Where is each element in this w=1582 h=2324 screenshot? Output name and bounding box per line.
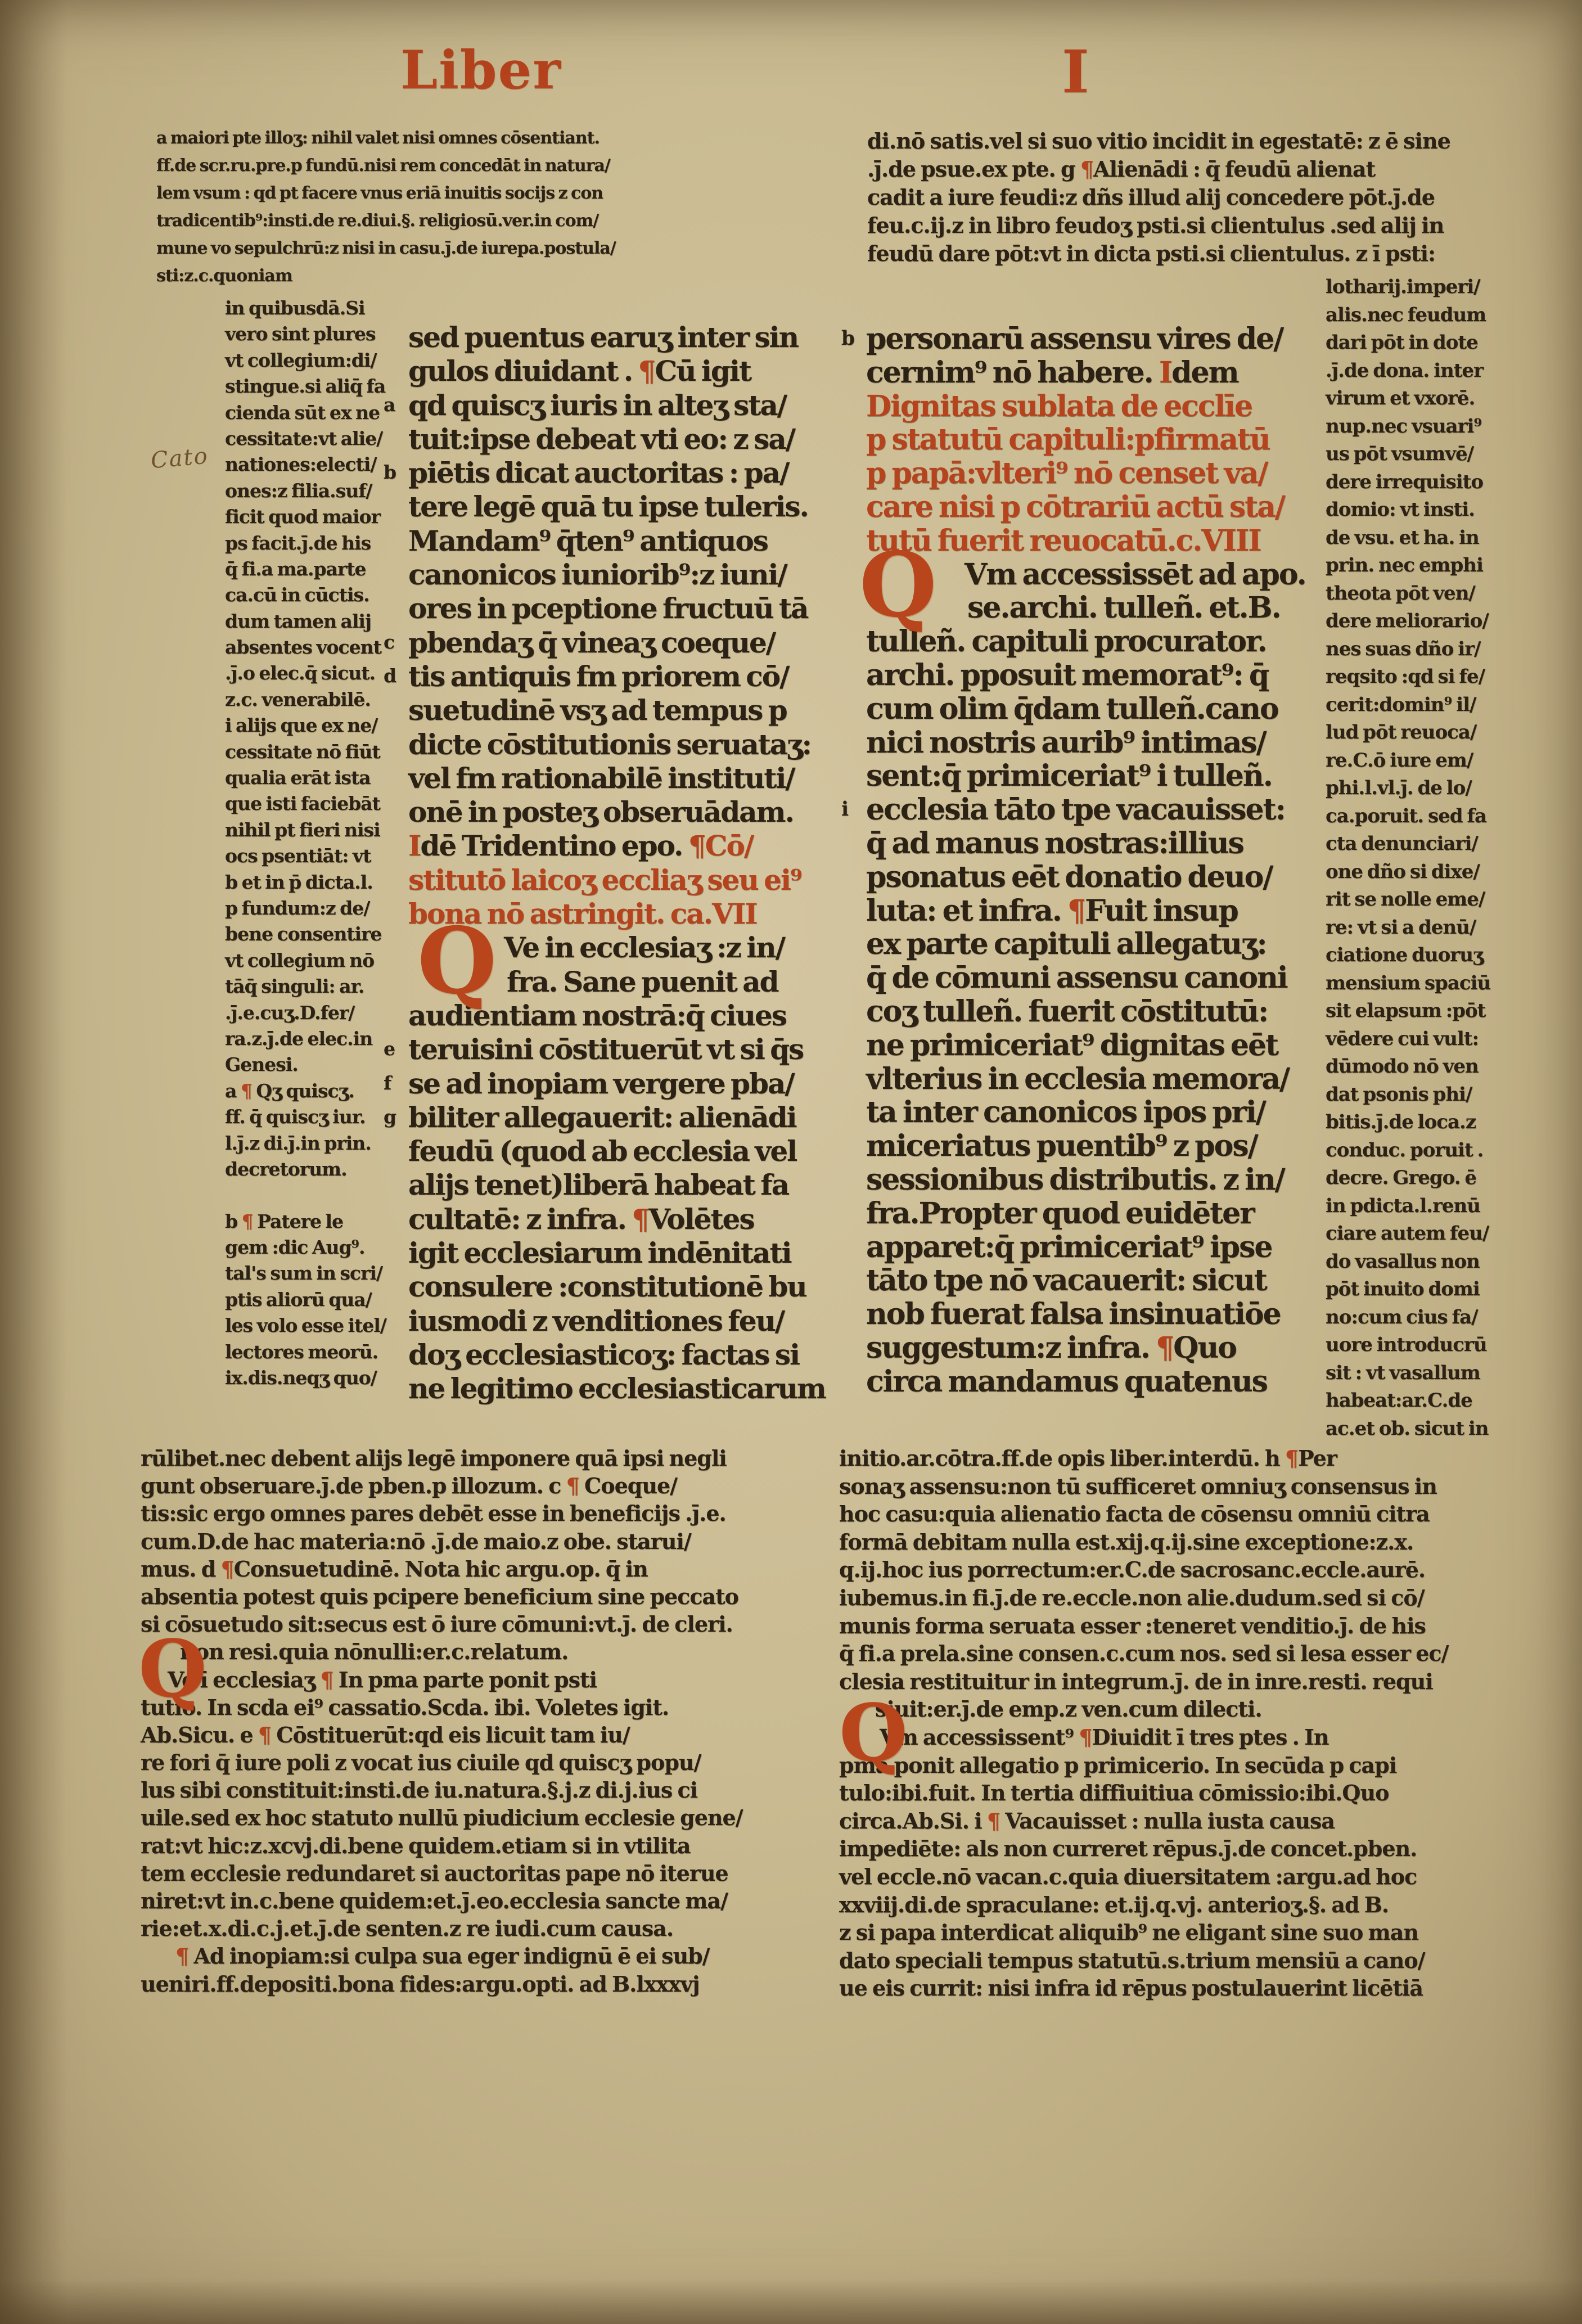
drop-cap-initial: Q	[417, 908, 497, 1015]
page-edge-shadow-left	[0, 0, 67, 2324]
left-margin-gloss-column: in quibusdā.Si vero sint plures vt collegium:di/ stingue.si aliq̄ fa cienda sūt ex ne cessitate:vt alie/ nationes:electi/ ones:z filia.suf/ ficit quod maior ps facit.j̄.de his q̄ fi.a ma.parte ca.cū in cūctis. dum tamen alij absentes vocent .j̄.o elec.q̄ sicut. z.c. venerabilē. i alijs que ex ne/ cessitate nō fiūt qualia erāt ista que isti faciebāt nihil pt fieri nisi ocs psentiāt: vt b et in p̄ dicta.l. p fundum:z de/ bene consentire vt collegium nō tāq̄ singuli: ar. .j̄.e.cuʒ.D.fer/ ra.z.j̄.de elec.in Genesi. a ¶ Qʒ quiscʒ. ff. q̄ quiscʒ iur. l.j̄.z di.j̄.in prin. decretorum. b ¶ Patere le gem :dic Aug⁹. tal's sum in scri/ ptis aliorū qua/ les volo esse itel/ lectores meorū. ix.dis.neqʒ quo/	[225, 297, 386, 1389]
main-text-column-right: b personarū assensu vires de/ cernim⁹ nō habere. Idem Dignitas sublata de ecclīe p statutū capituli:pfirmatū p papā:vlteri⁹ nō censet va/ care nisi p cōtrariū actū sta/ tutū fuerit reuocatū.c.VIII Vm accessissēt ad apo. se.archi. tulleñ. et.B. tulleñ. capituli procurator. archi. pposuit memorat⁹: q̄ cum olim q̄dam tulleñ.cano nici nostris aurib⁹ intimas/ sent:q̄ primiceriat⁹ i tulleñ. i ecclesia tāto tpe vacauisset: q̄ ad manus nostras:illius psonatus eēt donatio deuo/ luta: et infra. ¶Fuit insup ex parte capituli allegatuʒ: q̄ de cōmuni assensu canoni coʒ tulleñ. fuerit cōstitutū: ne primiceriat⁹ dignitas eēt vlterius in ecclesia memora/ ta inter canonicos ipos pri/ miceriatus puentib⁹ z pos/ sessionibus distributis. z in/ fra.Propter quod euidēter apparet:q̄ primiceriat⁹ ipse tāto tpe nō vacauerit: sicut nob fuerat falsa insinuatiōe suggestum:z infra. ¶Quo circa mandamus quatenus	[841, 322, 1306, 1399]
top-right-commentary-block: di.nō satis.vel si suo vitio incidit in egestatē: z ē sine .j̄.de psue.ex pte. g ¶Alienādi : q̄ feudū alienat cadit a iure feudi:z dñs illud alij concedere pōt.j̄.de feu.c.ij.z in libro feudoʒ psti.si clientulus .sed alij in feudū dare pōt:vt in dicta psti.si clientulus. z ī psti:	[867, 128, 1450, 266]
drop-cap-initial: Q	[859, 533, 937, 637]
drop-cap-initial: Q	[138, 1623, 207, 1715]
right-margin-gloss-column: lotharij.imperi/ alis.nec feudum dari pōt in dote .j̄.de dona. inter virum et vxorē. nup.nec vsuari⁹ us pōt vsumvē/ dere irrequisito domio: vt insti. de vsu. et ha. in prin. nec emphi theota pōt ven/ dere meliorario/ nes suas dño ir/ reqsito :qd si fe/ cerit:domin⁹ il/ lud pōt reuoca/ re.C.ō iure em/ phi.l.vl.j̄. de lo/ ca.poruit. sed fa cta denunciari/ one dño si dixe/ rit se nolle eme/ re: vt si a denū/ ciatione duoruʒ mensium spaciū sit elapsum :pōt vēdere cui vult: dūmodo nō ven dat psonis phi/ bitis.j̄.de loca.z conduc. poruit . decre. Grego. ē in pdicta.l.renū ciare autem feu/ do vasallus non pōt inuito domi no:cum cius fa/ uore introducrū sit : vt vasallum habeat:ar.C.de ac.et ob. sicut in	[1326, 276, 1491, 1440]
bottom-left-commentary-block: rūlibet.nec debent alijs legē imponere quā ipsi negli gunt obseruare.j̄.de pben.p illozum. c ¶ Coeque/ tis:sic ergo omnes pares debēt esse in beneficijs .j̄.e. cum.D.de hac materia:nō .j̄.de maio.z obe. starui/ mus. d ¶Consuetudinē. Nota hic argu.op. q̄ in absentia potest quis pcipere beneficium sine peccato si cōsuetudo sit:secus est ō iure cōmuni:vt.j̄. de cleri. non resi.quia nōnulli:er.c.relatum. Ve ī ecclesiaʒ ¶ In pma parte ponit psti tutio. In scda ei⁹ cassatio.Scda. ibi. Voletes igit. Ab.Sicu. e ¶ Cōstituerūt:qd eis licuit tam iu/ re fori q̄ iure poli z vocat ius ciuile qd quiscʒ popu/ lus sibi constituit:insti.de iu.natura.§.j.z di.j.ius ci uile.sed ex hoc statuto nullū piudicium ecclesie gene/ rat:vt hic:z.xcvj.di.bene quidem.etiam si in vtilita tem ecclesie redundaret si auctoritas pape nō iterue niret:vt in.c.bene quidem:et.j̄.eo.ecclesia sancte ma/ rie:et.x.di.c.j.et.j̄.de senten.z re iudi.cum causa. ¶ Ad inopiam:si culpa sua eger indignū ē ei sub/ ueniri.ff.depositi.bona fides:argu.opti. ad B.lxxxvj	[141, 1445, 743, 1997]
running-head-title: Liber	[400, 39, 562, 101]
main-text-column-left: sed puentus earuʒ inter sin gulos diuidant . ¶Cū igit a qd quiscʒ iuris in alteʒ sta/ tuit:ipse debeat vti eo: z sa/ b piētis dicat auctoritas : pa/ tere legē quā tu ipse tuleris. Mandam⁹ q̄ten⁹ antiquos canonicos iuniorib⁹:z iuni/ ores in pceptione fructuū tā c pbendaʒ q̄ vineaʒ coeque/ d tis antiquis fm priorem cō/ suetudinē vsʒ ad tempus p dicte cōstitutionis seruataʒ: vel fm rationabilē instituti/ onē in posteʒ obseruādam. Idē Tridentino epo. ¶Cō/ stitutō laicoʒ eccliaʒ seu ei⁹ bona nō astringit. ca.VII Ve in ecclesiaʒ :z in/ fra. Sane puenit ad audientiam nostrā:q̄ ciues e teruisini cōstituerūt vt si q̄s f se ad inopiam vergere pba/ g biliter allegauerit: alienādi feudū (quod ab ecclesia vel alijs tenet)liberā habeat fa cultatē: z infra. ¶Volētes igit ecclesiarum indēnitati consulere :constitutionē bu iusmodi z venditiones feu/ doʒ ecclesiasticoʒ: factas si ne legitimo ecclesiasticarum	[384, 321, 826, 1406]
drop-cap-initial: Q	[839, 1687, 908, 1780]
page-edge-shadow-bottom	[0, 2279, 1582, 2324]
handwritten-marginalia-cato: Cato	[150, 443, 210, 474]
bottom-right-commentary-block: initio.ar.cōtra.ff.de opis liber.interdū. h ¶Per sonaʒ assensu:non tū sufficeret omniuʒ consensus in hoc casu:quia alienatio facta de cōsensu omniū citra formā debitam nulla est.xij.q.ij.sine exceptione:z.x. q.ij.hoc ius porrectum:er.C.de sacrosanc.eccle.aurē. iubemus.in fi.j̄.de re.eccle.non alie.dudum.sed si cō/ munis forma seruata esser :teneret venditio.j̄. de his q̄ fi.a prela.sine consen.c.cum nos. sed si lesa esser ec/ clesia restituitur in integrum.j̄. de in inre.resti. requi siuit:er.j̄.de emp.z ven.cum dilecti. Vm accessissent⁹ ¶Diuidit ī tres ptes . In pma ponit allegatio p primicerio. In secūda p capi tulo:ibi.fuit. In tertia diffiuitiua cōmissio:ibi.Quo circa.Ab.Si. i ¶ Vacauisset : nulla iusta causa impediēte: als non curreret rēpus.j̄.de concet.pben. vel eccle.nō vacan.c.quia diuersitatem :argu.ad hoc xxviij.di.de spraculane: et.ij.q.vj. anterioʒ.§. ad B. z si papa interdicat aliquib⁹ ne eligant sine suo man dato speciali tempus statutū.s.trium mensiū a cano/ ue eis currit: nisi infra id rēpus postulauerint licētiā	[839, 1445, 1449, 2001]
running-head-folio: I	[1062, 37, 1089, 106]
top-left-commentary-block: a maiori pte illoʒ: nihil valet nisi omnes cōsentiant. ff.de scr.ru.pre.p fundū.nisi rem concedāt in natura/ lem vsum : qd pt facere vnus eriā inuitis socijs z con tradicentib⁹:insti.de re.diui.§. religiosū.ver.in com/ mune vo sepulchrū:z nisi in casu.j̄.de iurepa.postula/ sti:z.c.quoniam	[156, 128, 616, 286]
